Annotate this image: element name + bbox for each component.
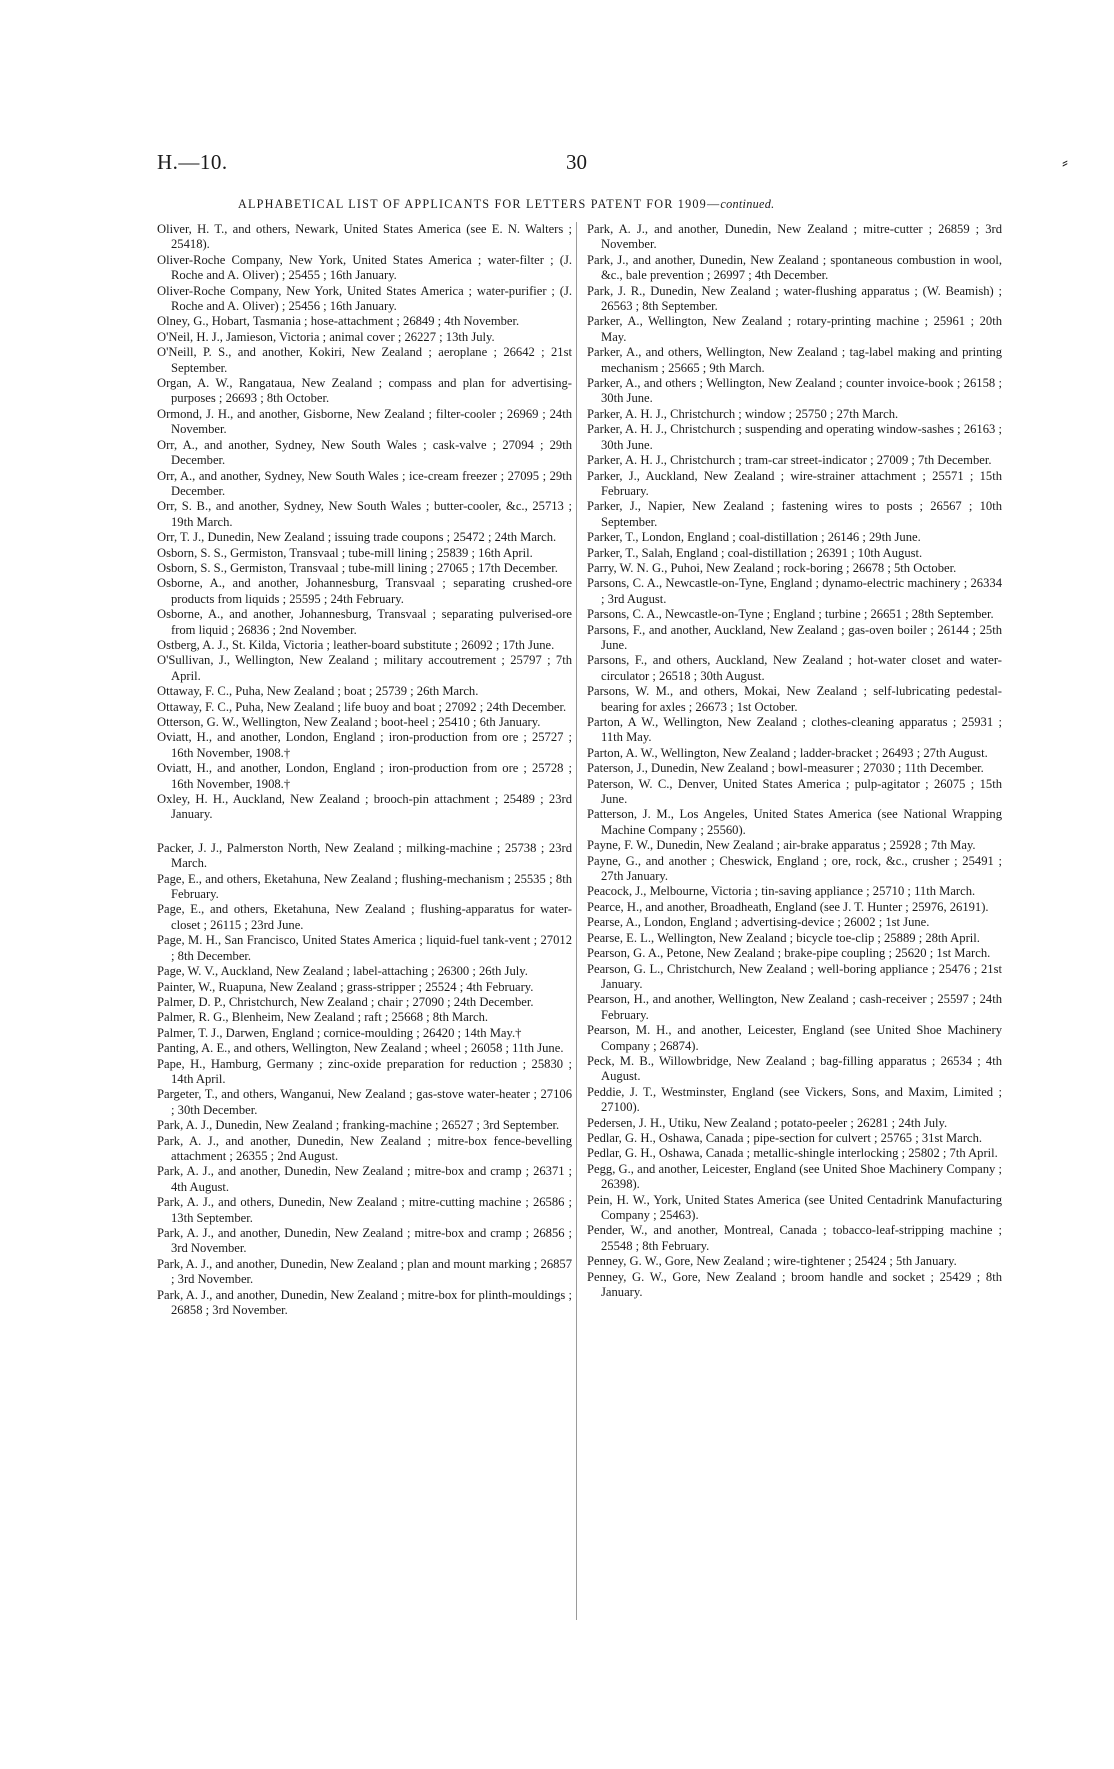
patent-entry: Parsons, C. A., Newcastle-on-Tyne ; England ; turbine ; 26651 ; 28th September.: [587, 607, 994, 622]
patent-entry: Oliver-Roche Company, New York, United States America ; water-purifier ; (J. Roche and A. Oliver) ; 25456 ; 16th January.: [157, 283, 572, 314]
patent-entry: Pearse, E. L., Wellington, New Zealand ; bicycle toe-clip ; 25889 ; 28th April.: [587, 930, 980, 945]
patent-entry: Pape, H., Hamburg, Germany ; zinc-oxide preparation for reduction ; 25830 ; 14th April.: [157, 1056, 572, 1086]
patent-entry: Park, A. J., and another, Dunedin, New Zealand ; plan and mount marking ; 26857 ; 3rd November.: [157, 1256, 573, 1287]
patent-entry: O'Neil, H. J., Jamieson, Victoria ; animal cover ; 26227 ; 13th July.: [157, 329, 495, 344]
patent-entry: Oliver-Roche Company, New York, United States America ; water-filter ; (J. Roche and A. Oliver) ; 25455 ; 16th January.: [157, 252, 572, 283]
patent-entry: Osborne, A., and another, Johannesburg, Transvaal ; separating pulverised-ore from liquid ; 26836 ; 2nd November.: [157, 607, 572, 637]
patent-entry: Parton, A. W., Wellington, New Zealand ; ladder-bracket ; 26493 ; 27th August.: [587, 745, 988, 760]
patent-entry: Parker, T., London, England ; coal-distillation ; 26146 ; 29th June.: [587, 530, 921, 545]
patent-entry: Parker, A., and others, Wellington, New Zealand ; tag-label making and printing mechanism ; 25665 ; 9th March.: [587, 345, 1002, 375]
patent-entry: Pedlar, G. H., Oshawa, Canada ; pipe-section for culvert ; 25765 ; 31st March.: [587, 1130, 983, 1145]
patent-entry: Pedlar, G. H., Oshawa, Canada ; metallic-shingle interlocking ; 25802 ; 7th April.: [587, 1146, 998, 1161]
patent-entry: Pargeter, T., and others, Wanganui, New Zealand ; gas-stove water-heater ; 27106 ; 30th December.: [157, 1087, 572, 1117]
patent-entry: Organ, A. W., Rangataua, New Zealand ; compass and plan for advertising-purposes ; 26693 ; 8th October.: [157, 376, 572, 406]
patent-entry: Oxley, H. H., Auckland, New Zealand ; brooch-pin attachment ; 25489 ; 23rd January.: [157, 792, 572, 822]
patent-entry: Penney, G. W., Gore, New Zealand ; wire-tightener ; 25424 ; 5th January.: [587, 1254, 957, 1269]
patent-entry: Ottaway, F. C., Puha, New Zealand ; life buoy and boat ; 27092 ; 24th December.: [157, 699, 567, 714]
patent-entry: Parsons, F., and another, Auckland, New Zealand ; gas-oven boiler ; 26144 ; 25th June.: [587, 622, 1002, 652]
patent-entry: Pedersen, J. H., Utiku, New Zealand ; potato-peeler ; 26281 ; 24th July.: [587, 1115, 948, 1130]
patent-entry: Park, A. J., and another, Dunedin, New Zealand ; mitre-box for plinth-mouldings ; 26858 ; 3rd November.: [157, 1287, 572, 1318]
patent-entry: Osborn, S. S., Germiston, Transvaal ; tube-mill lining ; 27065 ; 17th December.: [157, 560, 558, 575]
patent-entry: Park, J., and another, Dunedin, New Zealand ; spontaneous combustion in wool, &c., bale prevention ; 26997 ; 4th December.: [587, 252, 1002, 283]
page-number: 30: [566, 150, 587, 174]
patent-entry: Park, A. J., and others, Dunedin, New Zealand ; mitre-cutting machine ; 26586 ; 13th September.: [157, 1195, 572, 1225]
patent-entry: O'Neill, P. S., and another, Kokiri, New Zealand ; aeroplane ; 26642 ; 21st September.: [157, 345, 572, 375]
title-continued: continued.: [720, 197, 775, 211]
patent-entry: Ormond, J. H., and another, Gisborne, New Zealand ; filter-cooler ; 26969 ; 24th November.: [157, 406, 572, 437]
patent-entry: Park, J. R., Dunedin, New Zealand ; water-flushing apparatus ; (W. Beamish) ; 26563 ; 8th September.: [587, 283, 1002, 314]
patent-entry: Osborne, A., and another, Johannesburg, Transvaal ; separating crushed-ore products from liquids ; 25595 ; 24th February.: [157, 576, 572, 606]
patent-entry: Park, A. J., and another, Dunedin, New Zealand ; mitre-box and cramp ; 26371 ; 4th August.: [157, 1164, 572, 1194]
patent-entry: Peck, M. B., Willowbridge, New Zealand ; bag-filling apparatus ; 26534 ; 4th August.: [587, 1053, 1002, 1084]
patent-entry: Orr, T. J., Dunedin, New Zealand ; issuing trade coupons ; 25472 ; 24th March.: [157, 530, 557, 545]
patent-entry: Parker, T., Salah, England ; coal-distillation ; 26391 ; 10th August.: [587, 545, 923, 560]
patent-entry: Park, A. J., and another, Dunedin, New Zealand ; mitre-box fence-bevelling attachment ; 26355 ; 2nd August.: [157, 1133, 572, 1163]
patent-entry: Pearson, G. L., Christchurch, New Zealand ; well-boring appliance ; 25476 ; 21st January.: [587, 961, 1002, 991]
document-code: H.—10.: [157, 150, 228, 174]
patent-entry: Oliver, H. T., and others, Newark, United States America (see E. N. Walters ; 25418).: [157, 222, 572, 252]
patent-entry: Ostberg, A. J., St. Kilda, Victoria ; leather-board substitute ; 26092 ; 17th June.: [157, 637, 555, 652]
patent-entry: Parker, A., Wellington, New Zealand ; rotary-printing machine ; 25961 ; 20th May.: [587, 314, 1002, 344]
patent-entry: Pearson, H., and another, Wellington, New Zealand ; cash-receiver ; 25597 ; 24th February.: [587, 992, 1002, 1022]
patent-entry: Page, E., and others, Eketahuna, New Zealand ; flushing-apparatus for water-closet ; 26115 ; 23rd June.: [157, 902, 572, 932]
patent-entry: Oviatt, H., and another, London, England ; iron-production from ore ; 25728 ; 16th November, 1908.†: [157, 761, 572, 791]
patent-entry: Orr, A., and another, Sydney, New South Wales ; cask-valve ; 27094 ; 29th December.: [157, 437, 572, 468]
patent-entry: Peacock, J., Melbourne, Victoria ; tin-saving appliance ; 25710 ; 11th March.: [587, 884, 976, 899]
patent-entry: Orr, S. B., and another, Sydney, New South Wales ; butter-cooler, &c., 25713 ; 19th March.: [157, 499, 572, 529]
patent-entry: Palmer, R. G., Blenheim, New Zealand ; raft ; 25668 ; 8th March.: [157, 1010, 489, 1025]
patent-entry: Pearce, H., and another, Broadheath, England (see J. T. Hunter ; 25976, 26191).: [587, 899, 989, 914]
margin-mark: ⸗: [1062, 152, 1068, 172]
patent-entry: Parker, A. H. J., Christchurch ; window ; 25750 ; 27th March.: [587, 406, 899, 421]
column-divider: [576, 222, 577, 1620]
patent-entry: Oviatt, H., and another, London, England ; iron-production from ore ; 25727 ; 16th November, 1908.†: [157, 730, 572, 760]
patent-entry: Park, A. J., and another, Dunedin, New Zealand ; mitre-cutter ; 26859 ; 3rd November.: [587, 222, 1002, 252]
patent-entry: Paterson, W. C., Denver, United States America ; pulp-agitator ; 26075 ; 15th June.: [587, 776, 1002, 807]
patent-entry: Pein, H. W., York, United States America (see United Centadrink Manufacturing Company ; 25463).: [587, 1192, 1002, 1222]
patent-entry: Packer, J. J., Palmerston North, New Zealand ; milking-machine ; 25738 ; 23rd March.: [157, 840, 572, 871]
patent-entry: Penney, G. W., Gore, New Zealand ; broom handle and socket ; 25429 ; 8th January.: [587, 1269, 1002, 1300]
left-column: [157, 222, 572, 1318]
patent-entry: Parsons, F., and others, Auckland, New Zealand ; hot-water closet and water-circulator ; 26518 ; 30th August.: [587, 653, 1002, 683]
patent-entry: Palmer, T. J., Darwen, England ; cornice-moulding ; 26420 ; 14th May.†: [157, 1025, 522, 1040]
patent-entry: O'Sullivan, J., Wellington, New Zealand ; military accoutrement ; 25797 ; 7th April.: [157, 653, 572, 683]
patent-entry: Page, W. V., Auckland, New Zealand ; label-attaching ; 26300 ; 26th July.: [157, 964, 528, 979]
patent-entry: Painter, W., Ruapuna, New Zealand ; grass-stripper ; 25524 ; 4th February.: [157, 979, 534, 994]
patent-entry: Page, M. H., San Francisco, United States America ; liquid-fuel tank-vent ; 27012 ; 8th December.: [157, 933, 572, 963]
patent-entry: Palmer, D. P., Christchurch, New Zealand ; chair ; 27090 ; 24th December.: [157, 994, 534, 1009]
patent-entry: Page, E., and others, Eketahuna, New Zealand ; flushing-mechanism ; 25535 ; 8th February.: [157, 871, 572, 902]
patent-entry: Pegg, G., and another, Leicester, England (see United Shoe Machinery Company ; 26398).: [587, 1161, 1002, 1192]
patent-entry: Otterson, G. W., Wellington, New Zealand ; boot-heel ; 25410 ; 6th January.: [157, 715, 541, 729]
patent-entry: Parker, A. H. J., Christchurch ; tram-car street-indicator ; 27009 ; 7th December.: [587, 453, 992, 468]
patent-entry: Parker, A., and others ; Wellington, New Zealand ; counter invoice-book ; 26158 ; 30th June.: [587, 376, 1002, 406]
patent-entry: Osborn, S. S., Germiston, Transvaal ; tube-mill lining ; 25839 ; 16th April.: [157, 545, 533, 560]
patent-entry: Pender, W., and another, Montreal, Canada ; tobacco-leaf-stripping machine ; 25548 ; 8th February.: [587, 1223, 1002, 1253]
patent-entry: Park, A. J., Dunedin, New Zealand ; franking-machine ; 26527 ; 3rd September.: [157, 1118, 560, 1133]
page-title: [238, 197, 958, 212]
patent-entry: Pearse, A., London, England ; advertising-device ; 26002 ; 1st June.: [587, 915, 930, 930]
patent-entry: Parry, W. N. G., Puhoi, New Zealand ; rock-boring ; 26678 ; 5th October.: [587, 560, 957, 575]
patent-entry: Payne, G., and another ; Cheswick, England ; ore, rock, &c., crusher ; 25491 ; 27th January.: [587, 853, 1002, 884]
section-gap: [157, 823, 572, 841]
right-column: [587, 222, 1002, 1300]
patent-entry: Parker, J., Auckland, New Zealand ; wire-strainer attachment ; 25571 ; 15th February.: [587, 468, 1002, 498]
patent-entry: Patterson, J. M., Los Angeles, United States America (see National Wrapping Machine Company ; 25560).: [587, 807, 1002, 837]
patent-entry: Parker, A. H. J., Christchurch ; suspending and operating window-sashes ; 26163 ; 30th June.: [587, 422, 1002, 452]
patent-entry: Payne, F. W., Dunedin, New Zealand ; air-brake apparatus ; 25928 ; 7th May.: [587, 838, 976, 853]
patent-entry: Parton, A W., Wellington, New Zealand ; clothes-cleaning apparatus ; 25931 ; 11th May.: [587, 715, 1002, 745]
patent-entry: Parsons, W. M., and others, Mokai, New Zealand ; self-lubricating pedestal-bearing for axles ; 26673 ; 1st October.: [587, 684, 1002, 714]
patent-entry: Paterson, J., Dunedin, New Zealand ; bowl-measurer ; 27030 ; 11th December.: [587, 761, 984, 776]
patent-entry: Orr, A., and another, Sydney, New South Wales ; ice-cream freezer ; 27095 ; 29th December.: [157, 468, 572, 498]
patent-entry: Panting, A. E., and others, Wellington, New Zealand ; wheel ; 26058 ; 11th June.: [157, 1041, 564, 1056]
patent-entry: Park, A. J., and another, Dunedin, New Zealand ; mitre-box and cramp ; 26856 ; 3rd November.: [157, 1226, 572, 1256]
patent-entry: Peddie, J. T., Westminster, England (see Vickers, Sons, and Maxim, Limited ; 27100).: [587, 1084, 1002, 1115]
patent-entry: Parker, J., Napier, New Zealand ; fastening wires to posts ; 26567 ; 10th September.: [587, 499, 1002, 529]
patent-entry: Pearson, G. A., Petone, New Zealand ; brake-pipe coupling ; 25620 ; 1st March.: [587, 946, 991, 961]
patent-entry: Parsons, C. A., Newcastle-on-Tyne, England ; dynamo-electric machinery ; 26334 ; 3rd August.: [587, 576, 1002, 606]
patent-entry: Olney, G., Hobart, Tasmania ; hose-attachment ; 26849 ; 4th November.: [157, 314, 520, 329]
patent-entry: Pearson, M. H., and another, Leicester, England (see United Shoe Machinery Company ; 26874).: [587, 1023, 1002, 1053]
patent-entry: Ottaway, F. C., Puha, New Zealand ; boat ; 25739 ; 26th March.: [157, 684, 479, 699]
title-main: ALPHABETICAL LIST OF APPLICANTS FOR LETTERS PATENT FOR 1909—: [238, 197, 721, 211]
